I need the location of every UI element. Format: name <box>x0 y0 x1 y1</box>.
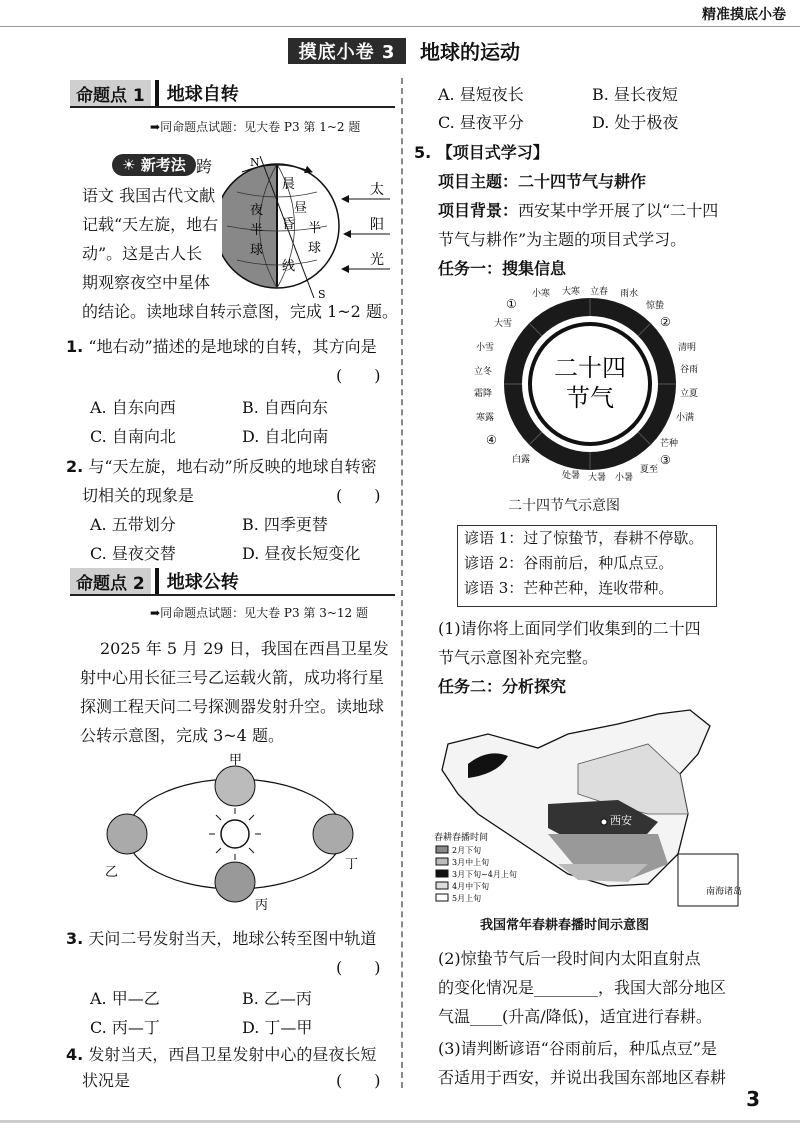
orbit-label: 乙 <box>105 865 119 880</box>
city-label: 西安 <box>610 814 632 827</box>
option[interactable]: C. 自南向北 <box>90 427 176 446</box>
intro-line: 语文 我国古代文献 <box>82 186 216 205</box>
question-5: 5. 【项目式学习】 <box>414 143 549 162</box>
legend-swatch <box>436 894 448 901</box>
map-caption: 我国常年春耕春播时间示意图 <box>480 918 650 933</box>
solar-terms-wheel <box>470 284 710 484</box>
term-label: 小雪 <box>476 343 495 353</box>
option[interactable]: B. 自西向东 <box>242 398 328 417</box>
section-ref: ➡同命题点试题：见大卷 P3 第 1~2 题 <box>150 120 361 134</box>
term-label: 立春 <box>590 287 609 297</box>
intro-line: 动”。这是古人长 <box>82 244 203 263</box>
term-label: 霜降 <box>474 389 493 399</box>
legend-swatch <box>436 858 448 865</box>
term-label: 雨水 <box>620 289 639 299</box>
answer-paren[interactable]: ( ) <box>336 1071 381 1090</box>
terminator-label: 线 <box>282 259 296 274</box>
earth-rotation-figure <box>222 152 394 302</box>
term-label: 惊蛰 <box>646 301 665 311</box>
column-divider <box>401 78 403 1088</box>
blank-marker: ① <box>506 297 517 311</box>
legend-label: 2月下旬 <box>452 846 482 855</box>
term-label: 大暑 <box>588 473 607 483</box>
orbit-label: 丙 <box>255 898 269 912</box>
answer-paren[interactable]: ( ) <box>336 366 381 385</box>
arrow-icon: ➡ <box>150 606 161 620</box>
subquestion-1: (1)请你将上面同学们收集到的二十四 <box>438 619 701 638</box>
intro-line: 跨 <box>196 157 213 176</box>
option[interactable]: D. 昼夜长短变化 <box>242 544 361 563</box>
task-1-heading: 任务一：搜集信息 <box>438 259 567 278</box>
orbit-label: 丁 <box>345 857 359 872</box>
orbit-label: 甲 <box>229 753 243 768</box>
day-label: 半 <box>308 221 322 236</box>
night-label: 半 <box>250 223 264 238</box>
legend-swatch <box>436 882 448 889</box>
day-label: 昼 <box>294 201 308 216</box>
term-label: 小满 <box>676 413 695 423</box>
terminator-label: 昏 <box>282 217 296 232</box>
subquestion-2-cont[interactable]: 气温____(升高/降低)，适宜进行春耕。 <box>438 1007 712 1026</box>
earth-position-yi <box>107 814 147 854</box>
term-label: 芒种 <box>660 439 679 449</box>
term-label: 立夏 <box>680 389 699 399</box>
sun-icon <box>221 820 249 848</box>
option[interactable]: C. 昼夜交替 <box>90 544 176 563</box>
section-name: 地球自转 <box>166 84 239 105</box>
section-tag: 命题点 1 <box>70 80 151 106</box>
paragraph-line: 公转示意图，完成 3~4 题。 <box>80 726 284 745</box>
sunlight-label: 光 <box>370 252 384 268</box>
legend-label: 5月上旬 <box>452 894 482 903</box>
wheel-center-text: 节气 <box>566 384 614 412</box>
term-label: 夏至 <box>640 465 659 475</box>
bottom-rule <box>0 1120 800 1123</box>
proverb: 谚语 3：芒种芒种，连收带种。 <box>464 579 674 597</box>
lightbulb-icon: ☀ <box>122 156 136 174</box>
question-4-cont: 状况是 <box>82 1071 131 1090</box>
subquestion-3: (3)请判断谚语“谷雨前后，种瓜点豆”是 <box>438 1039 718 1058</box>
term-label: 小暑 <box>615 473 634 483</box>
blank-marker: ④ <box>486 433 497 447</box>
option[interactable]: C. 昼夜平分 <box>438 113 524 132</box>
option[interactable]: D. 丁—甲 <box>242 1018 313 1037</box>
subquestion-1-cont: 节气示意图补充完整。 <box>438 648 599 667</box>
term-label: 立冬 <box>474 367 493 377</box>
night-label: 夜 <box>250 203 264 218</box>
section-name: 地球公转 <box>166 572 239 593</box>
option[interactable]: C. 丙—丁 <box>90 1018 160 1037</box>
proverb: 谚语 1：过了惊蛰节，春耕不停歇。 <box>464 529 704 547</box>
paragraph-line: 探测工程天问二号探测器发射升空。读地球 <box>80 697 385 716</box>
blank-marker: ② <box>660 315 671 329</box>
intro-line: 的结论。读地球自转示意图，完成 1~2 题。 <box>82 302 398 321</box>
south-label: S <box>318 288 326 301</box>
term-label: 大雪 <box>494 319 513 329</box>
legend-label: 3月中上旬 <box>452 858 490 867</box>
term-label: 大寒 <box>562 287 581 297</box>
wheel-center-text: 二十四 <box>554 354 626 382</box>
sunlight-label: 太 <box>370 182 384 198</box>
option[interactable]: A. 五带划分 <box>90 515 176 534</box>
earth-position-bing <box>215 862 255 902</box>
earth-orbit-figure <box>105 752 365 912</box>
option[interactable]: A. 自东向西 <box>90 398 176 417</box>
option[interactable]: B. 昼长夜短 <box>592 85 678 104</box>
wheel-caption: 二十四节气示意图 <box>508 498 620 514</box>
project-background: 项目背景：西安某中学开展了以“二十四 <box>438 201 719 220</box>
section-bar <box>155 568 159 594</box>
paragraph-line: 射中心用长征三号乙运载火箭，成功将行星 <box>80 668 385 687</box>
legend-title: 春耕春播时间 <box>434 833 489 843</box>
section-heading-2 <box>70 568 395 596</box>
term-label: 寒露 <box>476 413 495 423</box>
project-background-cont: 节气与耕作”为主题的项目式学习。 <box>438 230 687 249</box>
china-spring-plowing-map <box>428 704 748 909</box>
section-heading-1 <box>70 80 395 108</box>
option[interactable]: A. 甲—乙 <box>90 989 160 1008</box>
answer-paren[interactable]: ( ) <box>336 486 381 505</box>
legend-swatch <box>436 846 448 853</box>
subquestion-3-cont: 否适用于西安，并说出我国东部地区春耕 <box>438 1068 727 1087</box>
term-label: 处暑 <box>562 471 581 481</box>
section-ref: ➡同命题点试题：见大卷 P3 第 3~12 题 <box>150 606 368 620</box>
option[interactable]: B. 四季更替 <box>242 515 328 534</box>
project-theme: 项目主题：二十四节气与耕作 <box>438 172 647 191</box>
inset-box <box>678 854 738 906</box>
legend-swatch <box>436 870 448 877</box>
option[interactable]: B. 乙—丙 <box>242 989 312 1008</box>
day-label: 球 <box>308 241 322 256</box>
paragraph-line: 2025 年 5 月 29 日，我国在西昌卫星发 <box>100 639 389 658</box>
proverb: 谚语 2：谷雨前后，种瓜点豆。 <box>464 554 674 572</box>
inset-label: 南海诸岛 <box>706 887 743 897</box>
north-label: N <box>250 156 260 169</box>
terminator-label: 晨 <box>282 177 296 192</box>
question-4: 4. 发射当天，西昌卫星发射中心的昼夜长短 <box>66 1045 377 1064</box>
question-3: 3. 天问二号发射当天，地球公转至图中轨道 <box>66 929 377 948</box>
question-2-cont: 切相关的现象是 <box>82 486 195 505</box>
term-label: 谷雨 <box>680 365 699 375</box>
page-number: 3 <box>746 1087 760 1111</box>
section-tag: 命题点 2 <box>70 568 151 594</box>
quiz-number-box: 摸底小卷 3 <box>288 38 406 64</box>
question-2: 2. 与“天左旋，地右动”所反映的地球自转密 <box>66 457 377 476</box>
option[interactable]: D. 自北向南 <box>242 427 329 446</box>
term-label: 白露 <box>512 455 531 465</box>
intro-line: 记载“天左旋，地右 <box>82 215 219 234</box>
section-bar <box>155 80 159 106</box>
xian-marker <box>601 819 607 825</box>
question-1: 1. “地右动”描述的是地球的自转，其方向是 <box>66 337 377 356</box>
answer-paren[interactable]: ( ) <box>336 958 381 977</box>
arrow-icon: ➡ <box>150 120 161 134</box>
corner-label: 精准摸底小卷 <box>702 7 786 23</box>
sunlight-label: 阳 <box>370 217 384 233</box>
page-title: 地球的运动 <box>420 40 520 64</box>
subquestion-2-cont[interactable]: 的变化情况是________，我国大部分地区 <box>438 978 727 997</box>
term-label: 小寒 <box>532 289 551 299</box>
subquestion-2: (2)惊蛰节气后一段时间内太阳直射点 <box>438 949 701 968</box>
task-2-heading: 任务二：分析探究 <box>438 677 567 696</box>
proverbs-box <box>457 525 717 607</box>
earth-position-jia <box>215 766 255 806</box>
term-label: 清明 <box>678 343 697 353</box>
earth-position-ding <box>313 814 353 854</box>
option[interactable]: A. 昼短夜长 <box>438 85 524 104</box>
legend-label: 3月下旬~4月上旬 <box>452 870 517 879</box>
intro-line: 期观察夜空中星体 <box>82 273 211 292</box>
night-label: 球 <box>250 243 264 258</box>
top-rule <box>0 26 800 27</box>
new-question-tag: ☀ 新考法 <box>112 154 196 175</box>
legend-label: 4月中下旬 <box>452 882 490 891</box>
blank-marker: ③ <box>660 453 671 467</box>
option[interactable]: D. 处于极夜 <box>592 113 679 132</box>
